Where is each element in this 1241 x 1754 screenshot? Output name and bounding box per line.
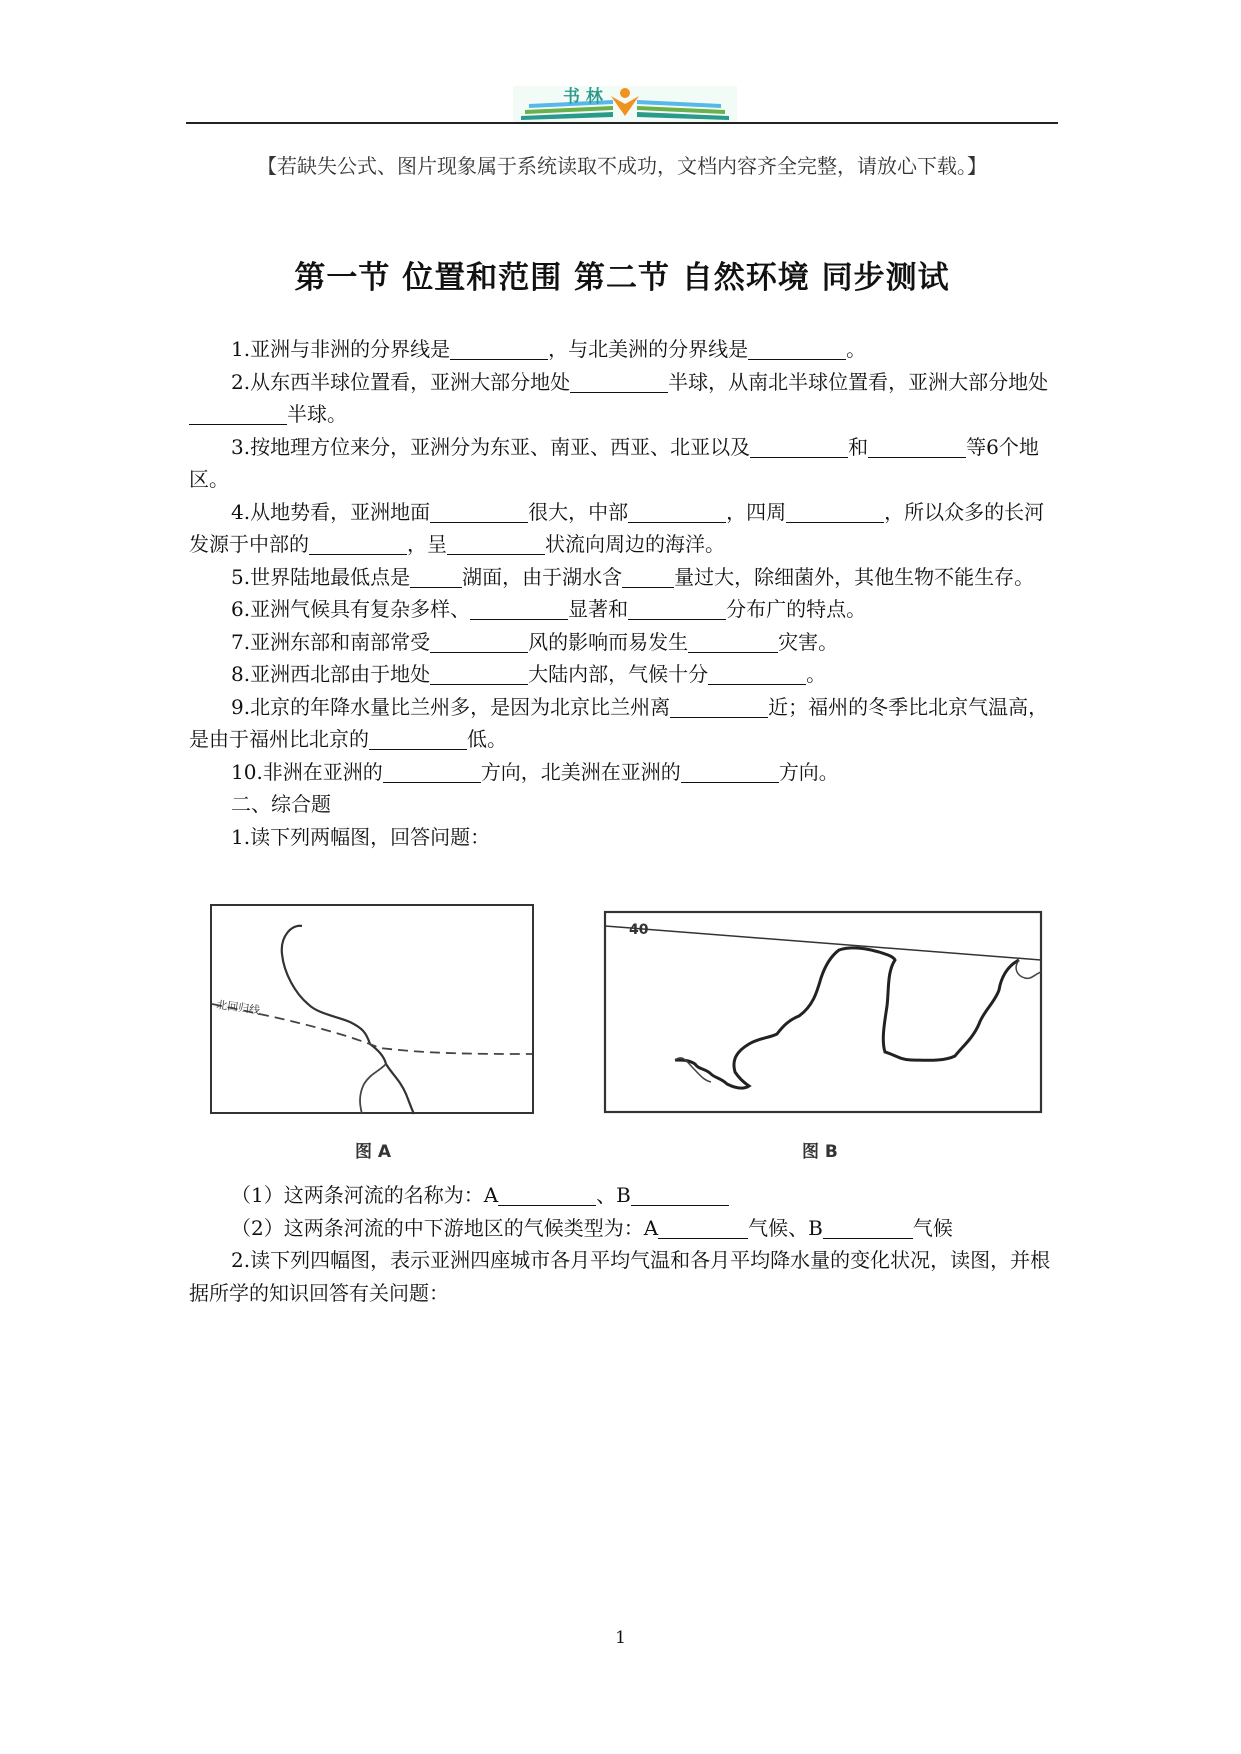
section-2-question-1-intro: 1.读下列两幅图，回答问题： [231,824,491,849]
page-number: 1 [615,1628,626,1648]
fill-in-questions [189,333,1055,853]
map-b-caption: 图 B [802,1142,838,1162]
map-b [603,910,1043,1116]
question-1: 1.亚洲与非洲的分界线是 ，与北美洲的分界线是 。 [231,337,867,361]
download-notice: 【若缺失公式、图片现象属于系统读取不成功，文档内容齐全完整，请放心下载。】 [257,154,987,178]
question-4: 4.从地势看，亚洲地面 很大，中部 ，四周 ，所以众多的长河发源于中部的 ，呈 状流向周边的海洋。 [189,499,1045,556]
tropic-of-cancer-label: 北回归线 [215,998,261,1018]
answer-blank[interactable] [628,500,726,523]
answer-blank[interactable] [628,597,726,620]
map-a-caption: 图 A [355,1142,392,1162]
answer-blank[interactable] [658,1216,748,1239]
answer-blank[interactable] [430,630,528,653]
sub-question-1: （1）这两条河流的名称为：A 、B [189,1179,1055,1212]
page-title: 第一节 位置和范围 第二节 自然环境 同步测试 [294,260,950,296]
answer-blank[interactable] [681,760,779,783]
question-7: 7.亚洲东部和南部常受 风的影响而易发生 灾害。 [231,629,839,654]
answer-blank[interactable] [430,662,528,685]
answer-blank[interactable] [498,1183,596,1206]
answer-blank[interactable] [470,597,568,620]
header-rule [186,122,1058,124]
answer-blank[interactable] [823,1216,913,1239]
publisher-logo [513,86,737,122]
question-3: 3.按地理方位来分，亚洲分为东亚、南亚、西亚、北亚以及 和 等6个地区。 [189,434,1039,491]
sub-question-2: （2）这两条河流的中下游地区的气候类型为：A 气候、B 气候 [231,1215,953,1240]
answer-blank[interactable] [868,435,966,458]
answer-blank[interactable] [622,565,674,588]
answer-blank[interactable] [750,435,848,458]
answer-blank[interactable] [189,402,287,425]
question-6: 6.亚洲气候具有复杂多样、 显著和 分布广的特点。 [231,597,867,621]
answer-blank[interactable] [748,337,846,360]
answer-blank[interactable] [570,370,668,393]
answer-blank[interactable] [688,630,778,653]
map-a [210,904,534,1116]
answer-blank[interactable] [670,695,768,718]
answer-blank[interactable] [309,532,407,555]
answer-blank[interactable] [786,500,884,523]
answer-blank[interactable] [410,565,462,588]
answer-blank[interactable] [369,727,467,750]
answer-blank[interactable] [450,337,548,360]
answer-blank[interactable] [430,500,528,523]
answer-blank[interactable] [631,1183,729,1206]
question-8: 8.亚洲西北部由于地处 大陆内部，气候十分 。 [231,662,827,686]
section-2-questions [189,1179,1055,1309]
section-2-question-2: 2.读下列四幅图，表示亚洲四座城市各月平均气温和各月平均降水量的变化状况，读图，并根据所学的知识回答有关问题： [189,1248,1051,1305]
question-5: 5.世界陆地最低点是 湖面，由于湖水含 量过大，除细菌外，其他生物不能生存。 [231,564,1035,589]
section-2-heading: 二、综合题 [231,792,331,816]
answer-blank[interactable] [447,532,545,555]
answer-blank[interactable] [708,662,806,685]
question-9: 9.北京的年降水量比兰州多，是因为北京比兰州离 近；福州的冬季比北京气温高，是由于福州比北京的 低。 [189,694,1049,751]
question-2: 2.从东西半球位置看，亚洲大部分地处 半球，从南北半球位置看，亚洲大部分地处半球。 [189,366,1055,431]
question-10: 10.非洲在亚洲的 方向，北美洲在亚洲的 方向。 [231,759,839,784]
logo-char-left: 书 林 [563,87,603,107]
answer-blank[interactable] [383,760,481,783]
latitude-40-label: 40 [629,922,649,938]
